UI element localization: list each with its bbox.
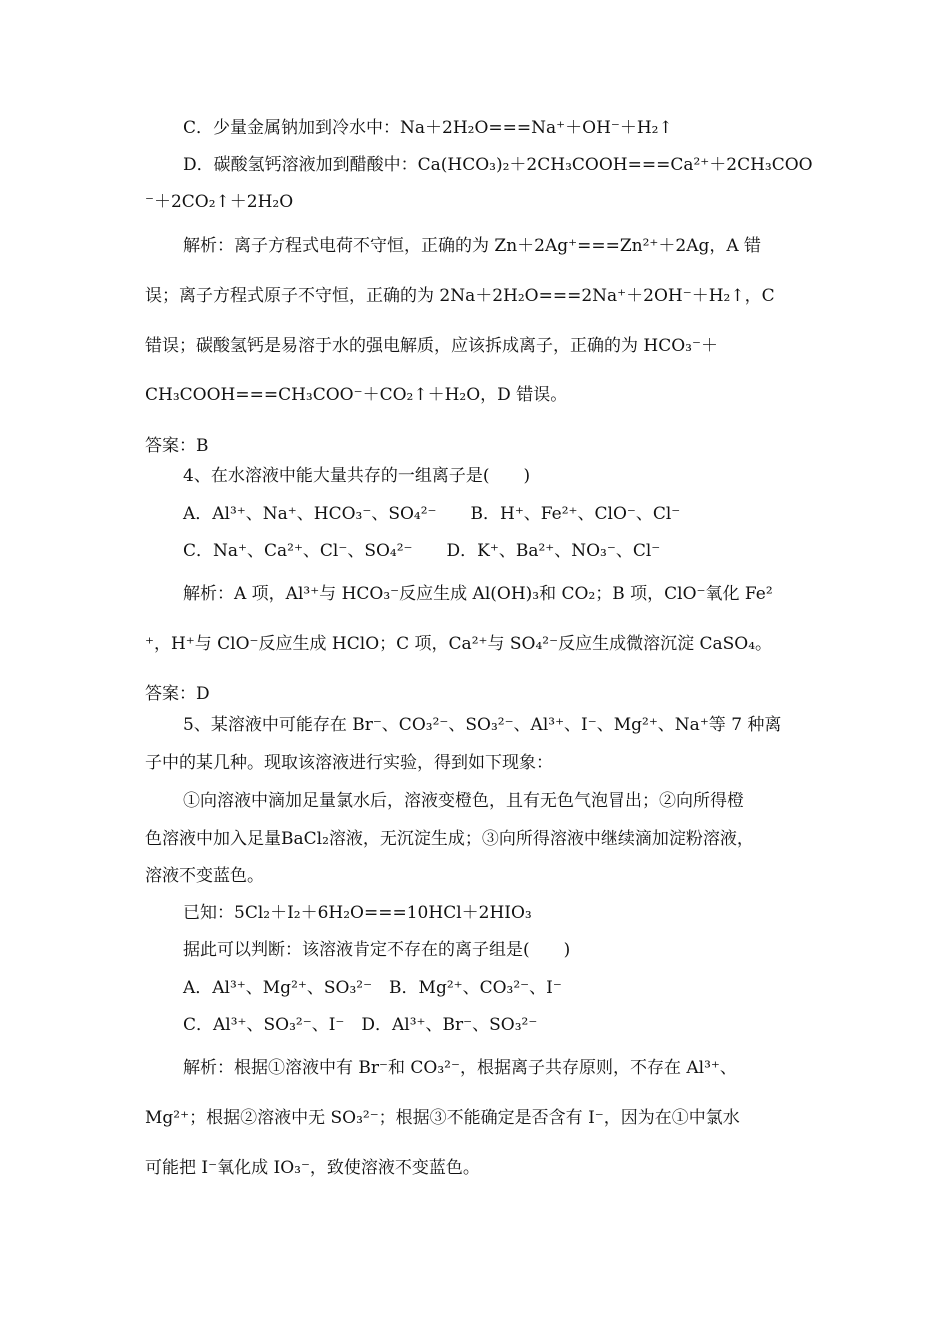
question-5-analysis-2: Mg²⁺；根据②溶液中无 SO₃²⁻；根据③不能确定是否含有 I⁻，因为在①中氯水 (145, 1108, 740, 1128)
analysis-line-4: CH₃COOH===CH₃COO⁻＋CO₂↑＋H₂O，D 错误。 (145, 385, 568, 405)
question-4-options-ab: A．Al³⁺、Na⁺、HCO₃⁻、SO₄²⁻ B．H⁺、Fe²⁺、ClO⁻、Cl⁻ (183, 504, 681, 524)
option-c-sodium: C．少量金属钠加到冷水中：Na＋2H₂O===Na⁺＋OH⁻＋H₂↑ (183, 118, 673, 138)
question-4-analysis-2: ⁺，H⁺与 ClO⁻反应生成 HClO；C 项，Ca²⁺与 SO₄²⁻反应生成微溶沉淀 CaSO₄。 (145, 634, 773, 654)
question-5-phenomenon-3: 溶液不变蓝色。 (145, 866, 264, 886)
option-d-calcium-bicarbonate: D．碳酸氢钙溶液加到醋酸中：Ca(HCO₃)₂＋2CH₃COOH===Ca²⁺＋2CH₃COO (183, 155, 813, 175)
question-5-analysis-3: 可能把 I⁻氧化成 IO₃⁻，致使溶液不变蓝色。 (145, 1158, 480, 1178)
answer-3: 答案：B (145, 436, 209, 456)
analysis-line-3: 错误；碳酸氢钙是易溶于水的强电解质，应该拆成离子，正确的为 HCO₃⁻＋ (145, 336, 718, 356)
question-5-known: 已知：5Cl₂＋I₂＋6H₂O===10HCl＋2HIO₃ (183, 903, 532, 923)
question-5-ask: 据此可以判断：该溶液肯定不存在的离子组是( ) (183, 940, 571, 960)
option-d-continuation: ⁻＋2CO₂↑＋2H₂O (145, 192, 294, 212)
question-5-options-cd: C．Al³⁺、SO₃²⁻、I⁻ D．Al³⁺、Br⁻、SO₃²⁻ (183, 1015, 538, 1035)
answer-4: 答案：D (145, 684, 210, 704)
question-5-analysis-1: 解析：根据①溶液中有 Br⁻和 CO₃²⁻，根据离子共存原则，不存在 Al³⁺、 (183, 1058, 737, 1078)
question-4-stem: 4、在水溶液中能大量共存的一组离子是( ) (183, 466, 531, 486)
question-5-stem-2: 子中的某几种。现取该溶液进行实验，得到如下现象： (145, 753, 553, 773)
question-4-analysis-1: 解析：A 项，Al³⁺与 HCO₃⁻反应生成 Al(OH)₃和 CO₂；B 项，ClO⁻氧化 Fe² (183, 584, 773, 604)
question-5-options-ab: A．Al³⁺、Mg²⁺、SO₃²⁻ B．Mg²⁺、CO₃²⁻、I⁻ (183, 978, 562, 998)
question-5-stem-1: 5、某溶液中可能存在 Br⁻、CO₃²⁻、SO₃²⁻、Al³⁺、I⁻、Mg²⁺、Na⁺等 7 种离 (183, 715, 782, 735)
question-5-phenomenon-1: ①向溶液中滴加足量氯水后，溶液变橙色，且有无色气泡冒出；②向所得橙 (183, 791, 744, 811)
question-5-phenomenon-2: 色溶液中加入足量BaCl₂溶液，无沉淀生成；③向所得溶液中继续滴加淀粉溶液， (145, 829, 754, 849)
question-4-options-cd: C．Na⁺、Ca²⁺、Cl⁻、SO₄²⁻ D．K⁺、Ba²⁺、NO₃⁻、Cl⁻ (183, 541, 661, 561)
analysis-line-1: 解析：离子方程式电荷不守恒，正确的为 Zn＋2Ag⁺===Zn²⁺＋2Ag，A 错 (183, 236, 762, 256)
analysis-line-2: 误；离子方程式原子不守恒，正确的为 2Na＋2H₂O===2Na⁺＋2OH⁻＋H₂↑，C (145, 286, 775, 306)
